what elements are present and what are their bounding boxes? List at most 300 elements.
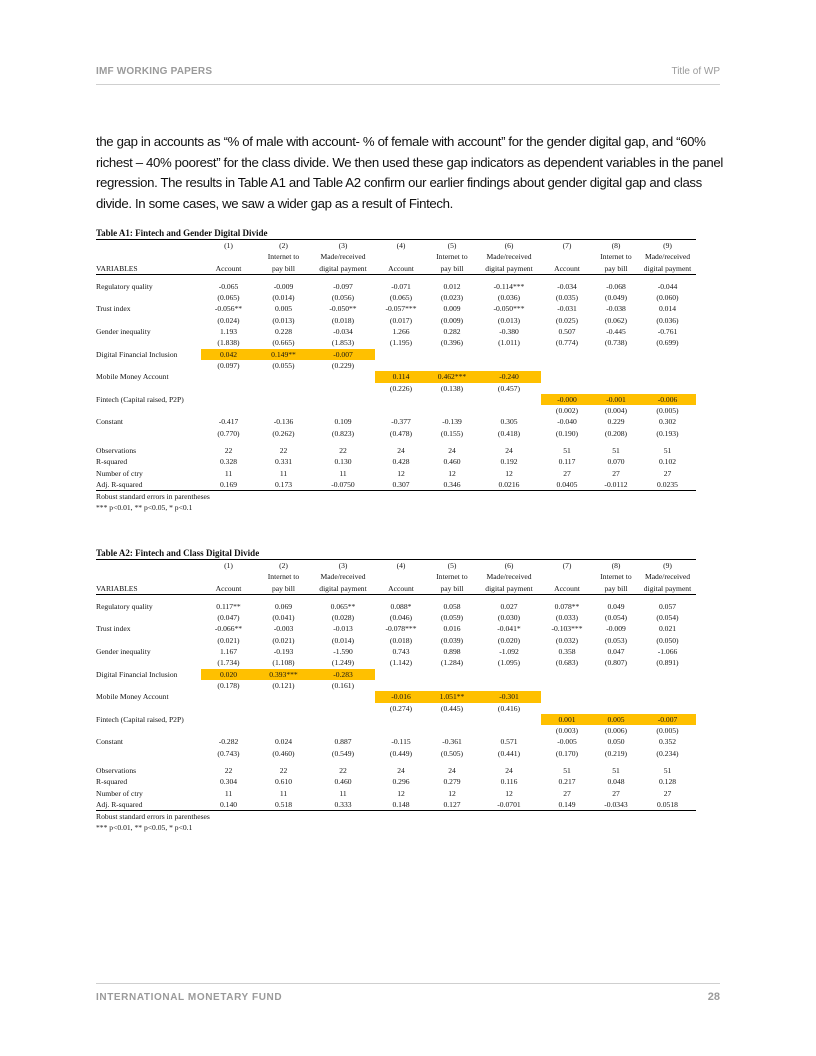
statistic-cell: 24	[448, 446, 456, 456]
header-blank-cell	[96, 251, 201, 262]
coefficient-row	[96, 371, 696, 382]
coefficient-cell: 0.014	[658, 304, 677, 314]
statistic-cell: 0.169	[201, 479, 256, 491]
std-error-cell: (0.460)	[272, 748, 295, 758]
statistic-cell: 12	[397, 468, 405, 478]
std-error-row	[96, 725, 696, 736]
std-error-cell	[477, 680, 541, 691]
std-error-cell	[311, 725, 375, 736]
column-header-line2: digital payment	[477, 583, 541, 595]
statistic-cell: 22	[224, 446, 233, 456]
column-header-line2: digital payment	[311, 263, 375, 275]
statistic-row	[96, 468, 696, 479]
std-error-cell: (0.097)	[217, 360, 240, 370]
std-error-cell: (0.004)	[604, 406, 628, 416]
statistic-cell: 24	[505, 766, 513, 776]
std-error-cell: (0.418)	[497, 428, 521, 438]
coefficient-cell: 1.193	[219, 327, 238, 337]
variable-label: Constant	[96, 417, 124, 427]
table-a1	[96, 228, 696, 513]
coefficient-cell	[639, 371, 696, 382]
std-error-cell: (0.030)	[497, 613, 521, 623]
variable-label: Fintech (Capital raised, P2P)	[96, 394, 184, 404]
std-error-cell: (1.853)	[331, 338, 355, 348]
std-error-cell: (0.018)	[331, 315, 355, 325]
statistic-cell: 51	[612, 766, 620, 776]
coefficient-cell: 0.352	[658, 737, 677, 747]
std-error-cell: (0.020)	[497, 635, 521, 645]
coefficient-cell: -0.065	[218, 281, 239, 291]
std-error-cell	[375, 725, 427, 736]
std-error-cell	[639, 360, 696, 371]
label-blank-cell	[96, 337, 201, 348]
std-error-cell: (0.774)	[555, 338, 579, 348]
coefficient-cell: -0.283	[311, 669, 375, 680]
coefficient-cell: 0.282	[443, 327, 461, 337]
coefficient-cell: -1.590	[333, 647, 353, 657]
coefficient-cell: -0.068	[606, 281, 626, 291]
header-blank-cell	[96, 240, 201, 252]
statistic-cell: 0.304	[219, 777, 238, 787]
footer-divider	[96, 983, 720, 984]
coefficient-cell: 0.065**	[330, 601, 356, 611]
coefficient-cell	[201, 691, 256, 702]
column-header-line1: Internet to	[267, 572, 300, 582]
coefficient-cell: -0.103***	[551, 624, 583, 634]
statistic-cell: 0.127	[427, 799, 477, 811]
std-error-cell: (0.053)	[604, 635, 628, 645]
std-error-cell: (0.021)	[272, 635, 295, 645]
std-error-row	[96, 292, 696, 303]
std-error-cell: (0.219)	[604, 748, 628, 758]
column-header-line2: digital payment	[311, 583, 375, 595]
std-error-cell	[541, 360, 593, 371]
coefficient-cell: -0.013	[333, 624, 353, 634]
coefficient-row	[96, 601, 696, 612]
coefficient-cell: -0.009	[273, 281, 294, 291]
coefficient-cell	[256, 394, 311, 405]
statistic-cell: -0.0112	[593, 479, 639, 491]
column-header-line1	[201, 251, 256, 262]
std-error-cell: (0.549)	[331, 748, 355, 758]
coefficient-cell: -0.044	[657, 281, 678, 291]
label-blank-cell	[96, 612, 201, 623]
column-header-line1	[375, 571, 427, 582]
statistic-cell: 0.296	[392, 777, 410, 787]
coefficient-row	[96, 691, 696, 702]
column-header-line2: Account	[541, 263, 593, 275]
statistic-cell: 27	[563, 788, 571, 798]
column-number: (9)	[639, 240, 696, 252]
coefficient-cell: 0.462***	[427, 371, 477, 382]
statistic-cell: 0.217	[558, 777, 576, 787]
coefficient-cell	[256, 371, 311, 382]
std-error-row	[96, 428, 696, 439]
coefficient-cell	[311, 714, 375, 725]
statistic-cell: -0.0750	[311, 479, 375, 491]
coefficient-cell	[639, 669, 696, 680]
std-error-cell: (0.054)	[656, 613, 679, 623]
column-number: (1)	[201, 560, 256, 572]
coefficient-cell: 0.302	[658, 417, 677, 427]
coefficient-cell: 0.005	[274, 304, 293, 314]
coefficient-cell	[375, 349, 427, 360]
column-number: (2)	[256, 240, 311, 252]
std-error-cell: (0.005)	[656, 726, 679, 736]
coefficient-cell: 0.114	[375, 371, 427, 382]
std-error-cell: (0.013)	[272, 315, 295, 325]
coefficient-cell	[639, 349, 696, 360]
variable-label: Regulatory quality	[96, 601, 153, 611]
coefficient-cell	[427, 669, 477, 680]
statistic-label: R-squared	[96, 777, 128, 787]
std-error-cell	[256, 725, 311, 736]
header-row-1	[96, 571, 696, 582]
coefficient-row	[96, 281, 696, 292]
std-error-cell: (0.041)	[272, 613, 295, 623]
statistic-cell: 51	[563, 446, 571, 456]
std-error-cell: (0.006)	[604, 726, 628, 736]
label-blank-cell	[96, 657, 201, 668]
coefficient-cell: -0.007	[311, 349, 375, 360]
std-error-cell: (0.060)	[656, 293, 679, 303]
statistic-cell: 0.610	[274, 777, 293, 787]
variable-label: Digital Financial Inclusion	[96, 349, 178, 359]
table-a1-title: Table A1: Fintech and Gender Digital Divide	[96, 228, 268, 238]
coefficient-cell: -0.361	[442, 737, 462, 747]
std-error-cell	[256, 703, 311, 714]
variable-label: Mobile Money Account	[96, 692, 169, 702]
column-header-line1: Internet to	[267, 252, 300, 262]
coefficient-cell: -0.038	[606, 304, 626, 314]
std-error-cell: (0.193)	[656, 428, 679, 438]
std-error-cell	[541, 383, 593, 394]
std-error-cell: (0.807)	[604, 658, 628, 668]
body-paragraph: the gap in accounts as “% of male with account- % of female with account” for the gender digital gap, and “60% richest – 40% poorest” for the class divide. We then used these gap indicators as dependent variables in the panel regression. The results in Table A1 and Table A2 confirm our earlier findings about gender digital gap and class divide. In some cases, we saw a wider gap as a result of Fintech.	[96, 134, 723, 211]
std-error-cell	[593, 680, 639, 691]
coefficient-cell: 0.020	[201, 669, 256, 680]
statistic-row	[96, 479, 696, 491]
coefficient-cell: -0.240	[477, 371, 541, 382]
std-error-cell	[427, 680, 477, 691]
coefficient-row	[96, 714, 696, 725]
column-number: (1)	[201, 240, 256, 252]
std-error-cell: (1.249)	[331, 658, 355, 668]
column-header-line2: pay bill	[593, 263, 639, 275]
statistic-cell: 0.130	[334, 457, 352, 467]
std-error-cell	[201, 725, 256, 736]
std-error-cell: (0.665)	[272, 338, 295, 348]
statistic-cell: 22	[279, 766, 288, 776]
coefficient-cell: 0.117**	[216, 601, 241, 611]
label-blank-cell	[96, 315, 201, 326]
std-error-cell: (0.416)	[497, 703, 521, 713]
coefficient-row	[96, 623, 696, 634]
coefficient-cell: -0.071	[391, 281, 411, 291]
coefficient-cell: -0.377	[391, 417, 411, 427]
std-error-row	[96, 383, 696, 394]
std-error-row	[96, 337, 696, 348]
column-number: (7)	[541, 240, 593, 252]
statistic-cell: 27	[612, 468, 620, 478]
statistic-cell: 0.0405	[541, 479, 593, 491]
column-number: (5)	[427, 560, 477, 572]
coefficient-row	[96, 669, 696, 680]
std-error-cell	[375, 360, 427, 371]
statistic-cell: 24	[397, 446, 405, 456]
coefficient-cell: -0.193	[273, 647, 294, 657]
std-error-cell: (0.178)	[217, 680, 240, 690]
column-header-line2: digital payment	[639, 583, 696, 595]
column-header-line1	[375, 251, 427, 262]
coefficient-cell	[201, 371, 256, 382]
coefficient-cell: -0.041*	[497, 624, 521, 634]
std-error-row	[96, 360, 696, 371]
std-error-cell: (0.025)	[555, 315, 579, 325]
std-error-cell	[639, 383, 696, 394]
column-number: (9)	[639, 560, 696, 572]
variable-label: Mobile Money Account	[96, 372, 169, 382]
std-error-cell	[639, 680, 696, 691]
std-error-row	[96, 748, 696, 759]
column-header-line2: pay bill	[593, 583, 639, 595]
table-a2-title: Table A2: Fintech and Class Digital Divide	[96, 548, 260, 558]
coefficient-cell: 0.057	[658, 601, 677, 611]
column-number: (8)	[593, 240, 639, 252]
statistic-cell: 27	[563, 468, 571, 478]
coefficient-cell: -0.136	[273, 417, 294, 427]
header-row-2	[96, 583, 696, 595]
statistic-cell: 11	[339, 468, 347, 478]
std-error-cell: (0.449)	[389, 748, 413, 758]
statistic-cell: -0.0343	[593, 799, 639, 811]
coefficient-cell: 0.109	[334, 417, 352, 427]
statistic-cell: -0.0701	[477, 799, 541, 811]
statistic-cell: 12	[505, 468, 513, 478]
header-row-numbers	[96, 560, 696, 572]
std-error-cell	[427, 360, 477, 371]
coefficient-cell: 0.009	[443, 304, 461, 314]
statistic-row	[96, 445, 696, 456]
statistic-cell: 51	[563, 766, 571, 776]
coefficient-cell: -0.097	[333, 281, 353, 291]
statistic-cell: 0.518	[256, 799, 311, 811]
variable-label: Regulatory quality	[96, 281, 153, 291]
std-error-cell: (0.262)	[272, 428, 295, 438]
coefficient-cell: 0.005	[593, 714, 639, 725]
label-blank-cell	[96, 680, 201, 691]
coefficient-cell	[375, 394, 427, 405]
statistic-row	[96, 456, 696, 467]
std-error-cell	[427, 725, 477, 736]
std-error-cell: (0.457)	[497, 383, 521, 393]
statistic-cell: 27	[663, 788, 672, 798]
std-error-cell: (0.065)	[217, 293, 240, 303]
coefficient-cell: -0.445	[606, 327, 626, 337]
std-error-cell: (0.024)	[217, 315, 240, 325]
coefficient-cell	[593, 371, 639, 382]
std-error-row	[96, 612, 696, 623]
std-error-cell: (0.121)	[272, 680, 295, 690]
statistic-cell: 0.331	[274, 457, 293, 467]
column-header-line2: pay bill	[427, 583, 477, 595]
std-error-cell: (0.190)	[555, 428, 579, 438]
column-header-line1: Internet to	[600, 252, 632, 262]
std-error-cell: (0.035)	[555, 293, 579, 303]
coefficient-cell: -0.066**	[214, 624, 243, 634]
statistic-cell: 0.117	[558, 457, 576, 467]
coefficient-cell	[427, 349, 477, 360]
table-a2-note-signif: *** p<0.01, ** p<0.05, * p<0.1	[96, 823, 193, 833]
statistic-label: Adj. R-squared	[96, 479, 201, 491]
statistic-cell: 0.0216	[477, 479, 541, 491]
statistic-cell: 0.116	[500, 777, 518, 787]
std-error-cell: (0.017)	[389, 315, 413, 325]
std-error-cell: (0.032)	[555, 635, 579, 645]
statistic-cell: 11	[279, 788, 288, 798]
std-error-cell	[201, 383, 256, 394]
coefficient-cell: 0.229	[607, 417, 625, 427]
variable-label: Gender inequality	[96, 327, 151, 337]
column-header-line1	[541, 571, 593, 582]
coefficient-cell: -0.034	[333, 327, 353, 337]
coefficient-cell: 0.016	[443, 624, 461, 634]
std-error-cell	[593, 360, 639, 371]
table-a1-note-signif: *** p<0.01, ** p<0.05, * p<0.1	[96, 503, 193, 513]
coefficient-cell: 0.898	[443, 647, 461, 657]
label-blank-cell	[96, 405, 201, 416]
statistic-label: Observations	[96, 766, 137, 776]
statistic-cell: 22	[224, 766, 233, 776]
std-error-cell	[477, 360, 541, 371]
column-number: (7)	[541, 560, 593, 572]
coefficient-cell	[477, 394, 541, 405]
std-error-cell: (0.002)	[555, 406, 579, 416]
statistic-cell: 0.140	[201, 799, 256, 811]
statistic-cell: 22	[339, 766, 347, 776]
statistic-cell: 0.279	[443, 777, 461, 787]
std-error-cell	[593, 383, 639, 394]
header-divider	[96, 84, 720, 85]
std-error-cell: (1.095)	[497, 658, 521, 668]
coefficient-cell	[593, 669, 639, 680]
coefficient-cell: -0.009	[606, 624, 626, 634]
std-error-cell: (0.234)	[656, 748, 679, 758]
column-number: (4)	[375, 560, 427, 572]
coefficient-cell: -0.016	[375, 691, 427, 702]
coefficient-cell	[311, 371, 375, 382]
coefficient-cell	[375, 669, 427, 680]
std-error-cell: (0.441)	[497, 748, 521, 758]
std-error-cell	[639, 703, 696, 714]
std-error-cell: (0.054)	[604, 613, 628, 623]
std-error-cell: (0.065)	[389, 293, 413, 303]
std-error-cell: (0.396)	[440, 338, 464, 348]
column-number: (6)	[477, 560, 541, 572]
column-number: (5)	[427, 240, 477, 252]
table-a2-note-se: Robust standard errors in parentheses	[96, 812, 210, 822]
coefficient-row	[96, 326, 696, 337]
std-error-cell: (0.208)	[604, 428, 628, 438]
std-error-cell	[427, 405, 477, 416]
variable-label: Trust index	[96, 624, 131, 634]
coefficient-cell: 0.078**	[554, 601, 580, 611]
label-blank-cell	[96, 383, 201, 394]
variables-label: VARIABLES	[96, 263, 201, 275]
statistic-cell: 0.149	[541, 799, 593, 811]
coefficient-cell	[375, 714, 427, 725]
column-header-line2: Account	[201, 263, 256, 275]
column-number: (6)	[477, 240, 541, 252]
statistic-cell: 0.333	[311, 799, 375, 811]
table-a1-grid	[96, 239, 696, 491]
table-a1-note-se: Robust standard errors in parentheses	[96, 492, 210, 502]
std-error-cell: (0.161)	[331, 680, 355, 690]
coefficient-row	[96, 349, 696, 360]
statistic-label: R-squared	[96, 457, 128, 467]
statistic-cell: 0.173	[256, 479, 311, 491]
statistic-row	[96, 776, 696, 787]
statistic-cell: 11	[224, 468, 233, 478]
std-error-cell: (0.170)	[555, 748, 579, 758]
std-error-cell: (1.838)	[217, 338, 240, 348]
variable-label: Constant	[96, 737, 124, 747]
std-error-cell: (0.014)	[272, 293, 295, 303]
coefficient-row	[96, 646, 696, 657]
statistic-cell: 22	[339, 446, 347, 456]
coefficient-cell	[639, 691, 696, 702]
std-error-cell: (0.155)	[440, 428, 464, 438]
std-error-row	[96, 657, 696, 668]
coefficient-cell	[311, 691, 375, 702]
std-error-row	[96, 703, 696, 714]
std-error-cell: (0.059)	[440, 613, 464, 623]
statistic-row	[96, 799, 696, 811]
coefficient-cell	[256, 691, 311, 702]
std-error-cell	[201, 703, 256, 714]
coefficient-cell: -0.057***	[385, 304, 417, 314]
statistic-cell: 11	[224, 788, 233, 798]
coefficient-cell	[541, 669, 593, 680]
statistic-cell: 12	[505, 788, 513, 798]
coefficient-cell: 0.358	[558, 647, 576, 657]
column-header-line1: Made/received	[644, 252, 691, 262]
statistic-cell: 24	[397, 766, 405, 776]
coefficient-cell	[541, 371, 593, 382]
statistic-label: Number of ctry	[96, 788, 143, 798]
statistic-cell: 0.128	[658, 777, 677, 787]
label-blank-cell	[96, 635, 201, 646]
std-error-cell: (0.023)	[440, 293, 464, 303]
label-blank-cell	[96, 725, 201, 736]
label-blank-cell	[96, 292, 201, 303]
variable-label: Digital Financial Inclusion	[96, 669, 178, 679]
statistic-cell: 22	[279, 446, 288, 456]
std-error-cell	[311, 405, 375, 416]
std-error-cell	[311, 383, 375, 394]
coefficient-cell: -0.282	[218, 737, 239, 747]
coefficient-cell: -0.006	[639, 394, 696, 405]
coefficient-cell: -0.115	[391, 737, 411, 747]
running-header-series: IMF WORKING PAPERS	[96, 66, 213, 77]
std-error-cell: (0.891)	[656, 658, 679, 668]
statistic-cell: 24	[448, 766, 456, 776]
coefficient-cell	[427, 714, 477, 725]
coefficient-cell: 1.266	[392, 327, 410, 337]
std-error-cell: (0.036)	[497, 293, 521, 303]
statistic-cell: 0.328	[219, 457, 238, 467]
std-error-row	[96, 405, 696, 416]
